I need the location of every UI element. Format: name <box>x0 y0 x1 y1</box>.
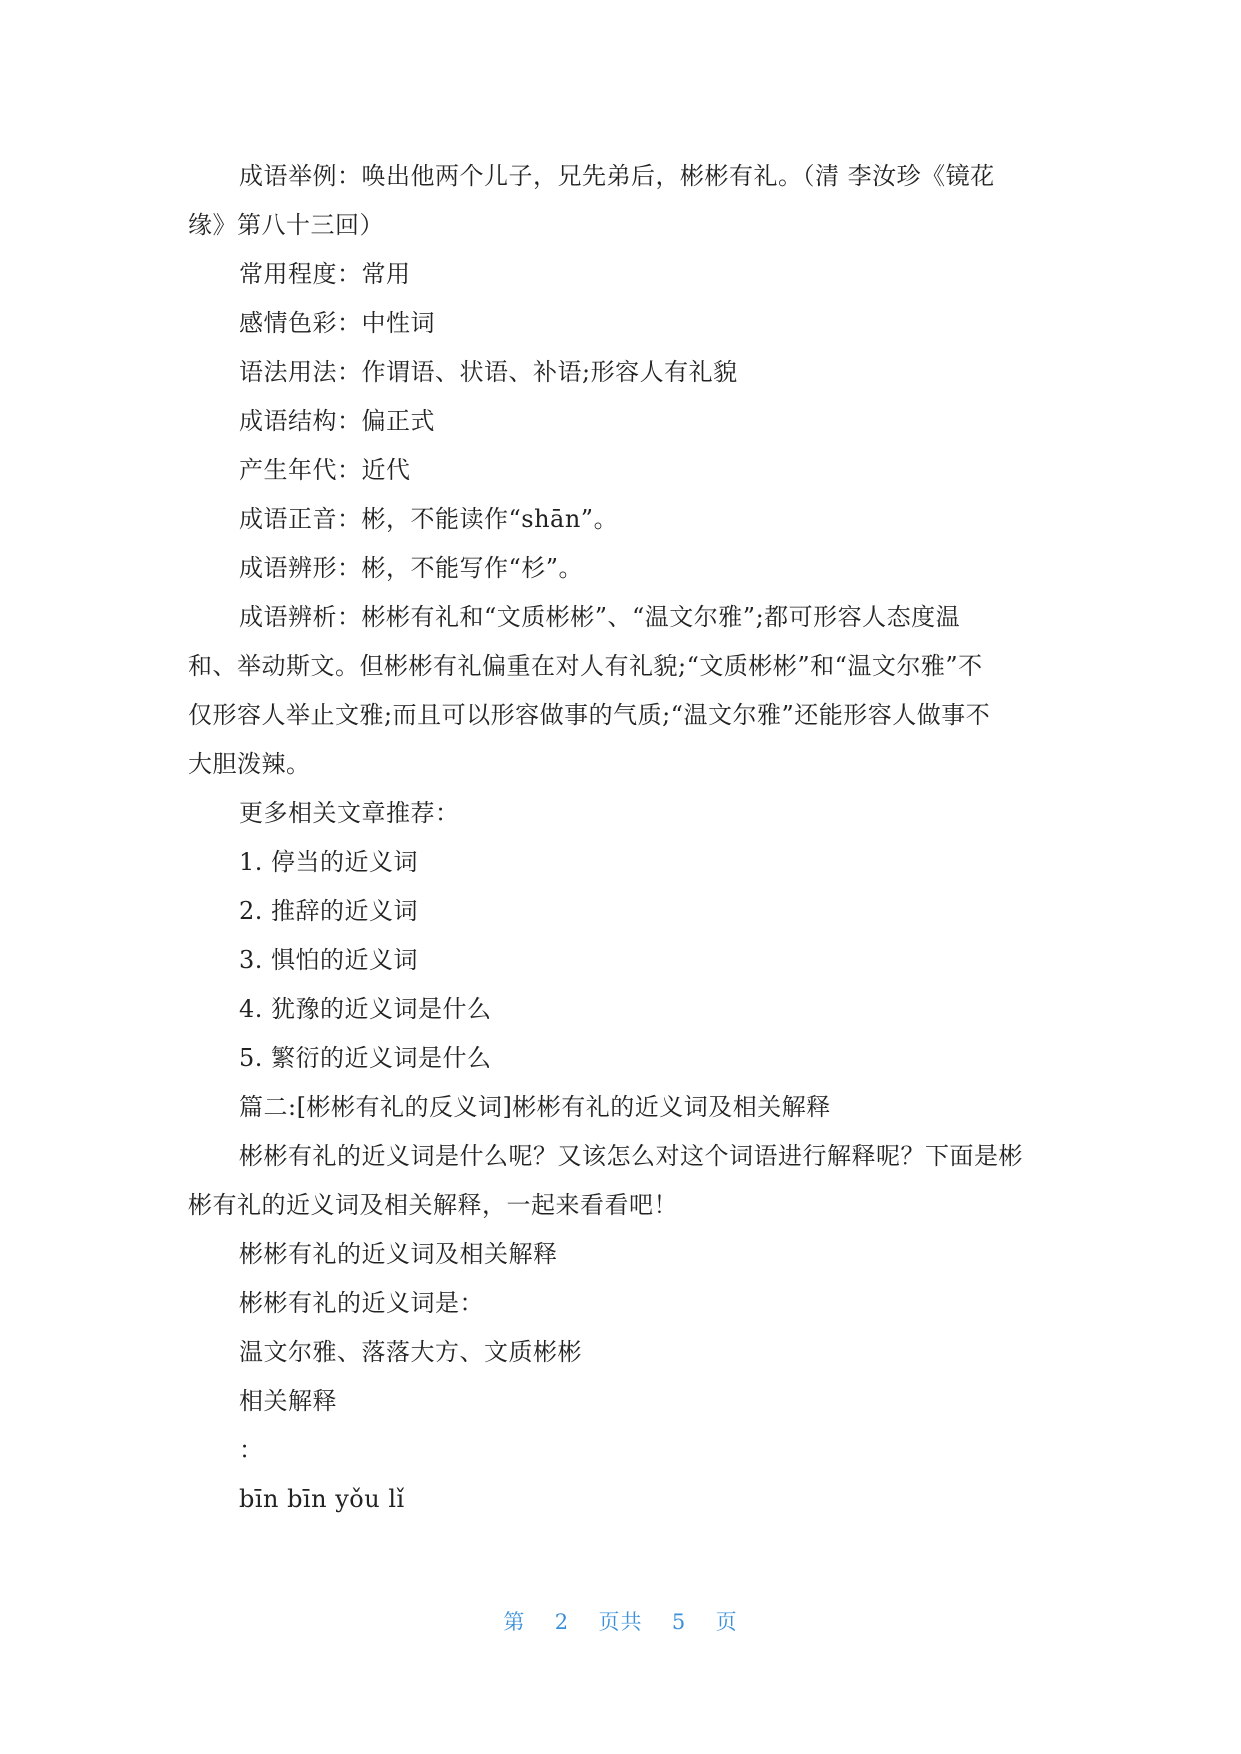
footer-prefix: 第 <box>503 1610 526 1634</box>
paragraph-line: 成语正音：彬，不能读作“shān”。 <box>239 505 619 533</box>
paragraph-line: 更多相关文章推荐： <box>239 799 460 827</box>
paragraph-line: 成语辨析：彬彬有礼和“文质彬彬”、“温文尔雅”;都可形容人态度温 <box>239 603 961 631</box>
paragraph-line: 和、举动斯文。但彬彬有礼偏重在对人有礼貌;“文质彬彬”和“温文尔雅”不 <box>188 652 983 680</box>
pinyin-line: bīn bīn yǒu lǐ <box>239 1485 405 1513</box>
list-item: 1. 停当的近义词 <box>239 848 419 876</box>
paragraph-line: ： <box>239 1436 264 1464</box>
footer-middle: 页共 <box>598 1610 643 1634</box>
paragraph-line: 成语辨形：彬，不能写作“杉”。 <box>239 554 584 582</box>
total-page-number: 5 <box>671 1610 687 1634</box>
paragraph-line: 成语结构：偏正式 <box>239 407 435 435</box>
section-heading: 篇二:[彬彬有礼的反义词]彬彬有礼的近义词及相关解释 <box>239 1093 831 1121</box>
paragraph-line: 常用程度：常用 <box>239 260 411 288</box>
paragraph-line: 彬彬有礼的近义词是什么呢？又该怎么对这个词语进行解释呢？下面是彬 <box>239 1142 1023 1170</box>
paragraph-line: 温文尔雅、落落大方、文质彬彬 <box>239 1338 582 1366</box>
paragraph-line: 成语举例：唤出他两个儿子，兄先弟后，彬彬有礼。（清 李汝珍《镜花 <box>239 162 995 190</box>
list-item: 4. 犹豫的近义词是什么 <box>239 995 492 1023</box>
paragraph-line: 仅形容人举止文雅;而且可以形容做事的气质;“温文尔雅”还能形容人做事不 <box>188 701 991 729</box>
footer-suffix: 页 <box>715 1610 738 1634</box>
list-item: 2. 推辞的近义词 <box>239 897 419 925</box>
paragraph-line: 缘》第八十三回） <box>188 211 384 239</box>
paragraph-line: 产生年代：近代 <box>239 456 411 484</box>
paragraph-line: 语法用法：作谓语、状语、补语;形容人有礼貌 <box>239 358 738 386</box>
document-body <box>188 152 1058 1524</box>
current-page-number: 2 <box>554 1610 570 1634</box>
list-item: 3. 惧怕的近义词 <box>239 946 419 974</box>
page-footer <box>0 1606 1241 1636</box>
paragraph-line: 大胆泼辣。 <box>188 750 311 778</box>
paragraph-line: 相关解释 <box>239 1387 337 1415</box>
paragraph-line: 彬有礼的近义词及相关解释，一起来看看吧！ <box>188 1191 678 1219</box>
paragraph-line: 感情色彩：中性词 <box>239 309 435 337</box>
list-item: 5. 繁衍的近义词是什么 <box>239 1044 492 1072</box>
paragraph-line: 彬彬有礼的近义词及相关解释 <box>239 1240 558 1268</box>
paragraph-line: 彬彬有礼的近义词是： <box>239 1289 484 1317</box>
